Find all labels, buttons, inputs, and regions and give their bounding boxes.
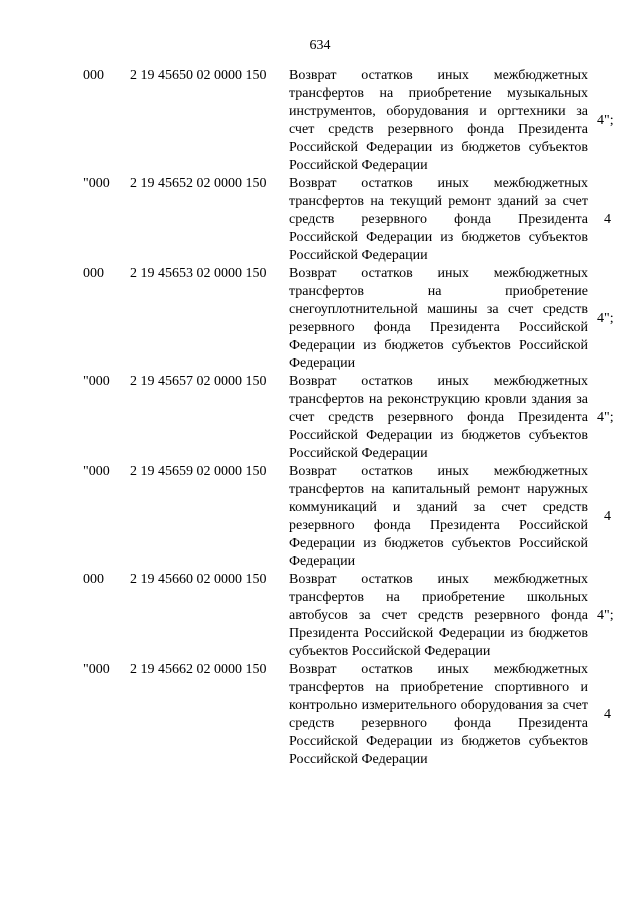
row-suffix: 4 [604,509,611,524]
row-description: Возврат остатков иных межбюджетных трансфертов на текущий ремонт зданий за счет средств резервного фонда Президента Российской Федерации из бюджетов субъектов Российской Федерации [289,176,588,263]
row-description: Возврат остатков иных межбюджетных трансфертов на приобретение музыкальных инструментов, оборудования и оргтехники за счет средств резервного фонда Президента Российской Федерации из бюджетов субъектов Российской Федерации [289,68,588,173]
table-row [0,661,640,769]
admin-code: "000 [83,374,110,389]
table-row [0,571,640,661]
budget-classification-code: 2 19 45657 02 0000 150 [130,374,267,389]
row-suffix: 4"; [597,113,614,128]
row-suffix: 4 [604,212,611,227]
row-description: Возврат остатков иных межбюджетных трансфертов на реконструкцию кровли здания за счет средств резервного фонда Президента Российской Федерации из бюджетов субъектов Российской Федерации [289,374,588,461]
budget-classification-code: 2 19 45659 02 0000 150 [130,464,267,479]
row-description: Возврат остатков иных межбюджетных трансфертов на приобретение снегоуплотнительной машины за счет средств резервного фонда Президента Российской Федерации из бюджетов субъектов Российской Федерации [289,266,588,371]
table-row [0,265,640,373]
admin-code: 000 [83,68,104,83]
budget-classification-code: 2 19 45662 02 0000 150 [130,662,267,677]
table-row [0,373,640,463]
table-row [0,463,640,571]
table-row [0,175,640,265]
row-description: Возврат остатков иных межбюджетных трансфертов на приобретение школьных автобусов за счет средств резервного фонда Президента Российской Федерации из бюджетов субъектов Российской Федерации [289,572,588,659]
admin-code: "000 [83,662,110,677]
budget-classification-code: 2 19 45650 02 0000 150 [130,68,267,83]
admin-code: "000 [83,176,110,191]
budget-classification-code: 2 19 45652 02 0000 150 [130,176,267,191]
budget-code-table [0,67,640,769]
row-description: Возврат остатков иных межбюджетных трансфертов на приобретение спортивного и контрольно измерительного оборудования за счет средств резервного фонда Президента Российской Федерации из бюджетов субъектов Российской Федерации [289,662,588,767]
row-suffix: 4"; [597,608,614,623]
row-suffix: 4 [604,707,611,722]
admin-code: 000 [83,572,104,587]
row-suffix: 4"; [597,410,614,425]
table-row [0,67,640,175]
admin-code: 000 [83,266,104,281]
page-number: 634 [309,38,331,53]
budget-classification-code: 2 19 45653 02 0000 150 [130,266,267,281]
row-description: Возврат остатков иных межбюджетных трансфертов на капитальный ремонт наружных коммуникаций и зданий за счет средств резервного фонда Президента Российской Федерации из бюджетов субъектов Российской Федерации [289,464,588,569]
row-suffix: 4"; [597,311,614,326]
admin-code: "000 [83,464,110,479]
budget-classification-code: 2 19 45660 02 0000 150 [130,572,267,587]
